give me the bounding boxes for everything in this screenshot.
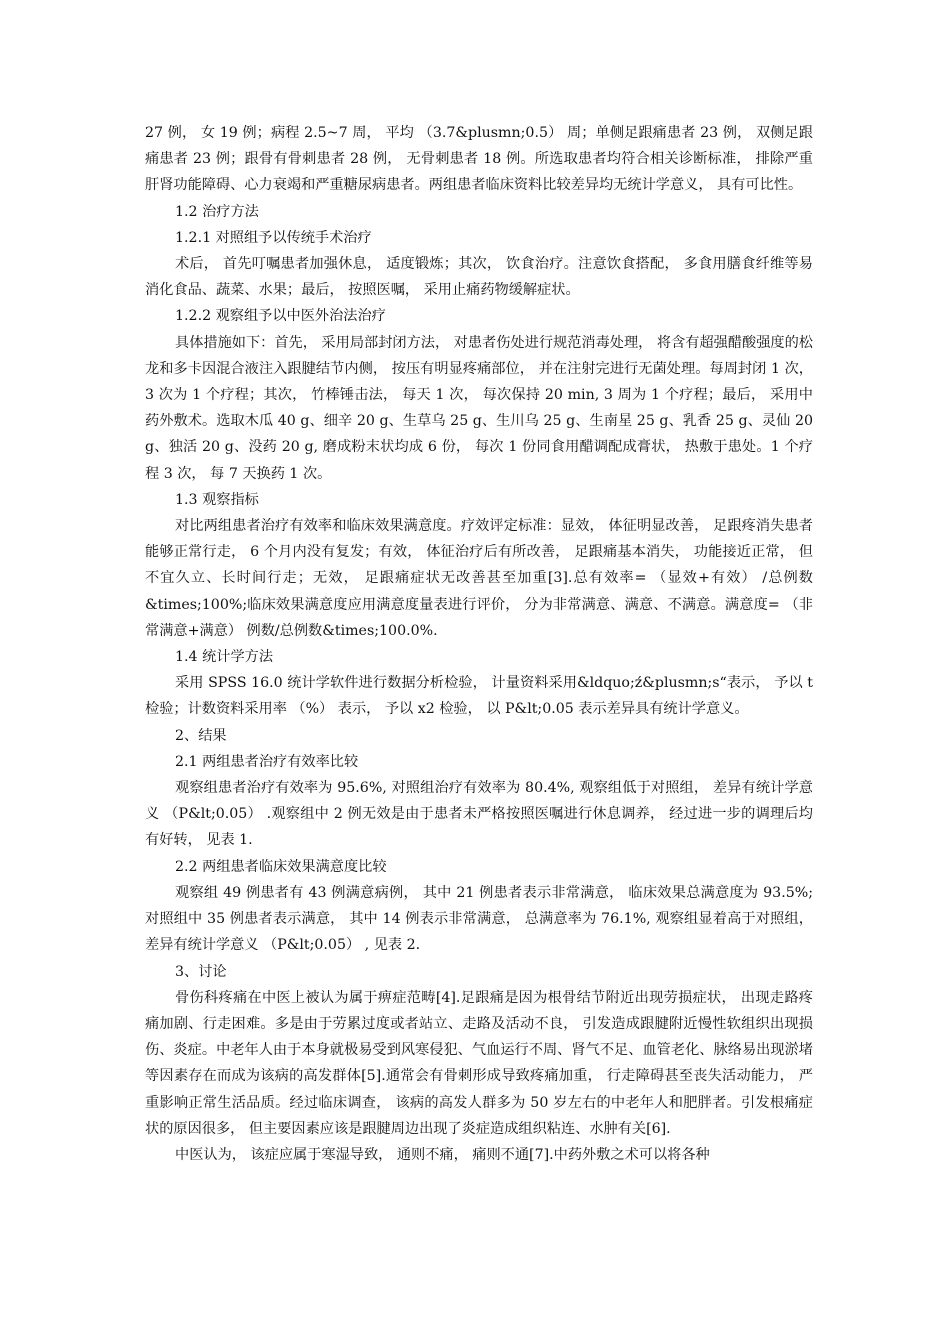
paragraph-patient-data: 27 例， 女 19 例；病程 2.5~7 周， 平均 （3.7&plusmn;0.5） 周；单侧足跟痛患者 23 例， 双侧足跟痛患者 23 例；跟骨有骨刺患者 28 例， 无骨刺患者 18 例。所选取患者均符合相关诊断标准， 排除严重肝肾功能障碍、心力衰竭和严重糖尿病患者。两组患者临床资料比较差异均无统计学意义， 具有可比性。 <box>145 125 813 194</box>
heading-1-2-2: 1.2.2 观察组予以中医外治法治疗 <box>175 308 386 325</box>
paragraph-statistics: 采用 SPSS 16.0 统计学软件进行数据分析检验， 计量资料采用&ldquo;ź&plusmn;s“表示， 予以 t 检验；计数资料采用率 （%） 表示， 予以 x2 检验， 以 P&lt;0.05 表示差异具有统计学意义。 <box>145 675 813 718</box>
heading-1-2-1: 1.2.1 对照组予以传统手术治疗 <box>175 229 372 246</box>
heading-1-2: 1.2 治疗方法 <box>175 203 259 220</box>
paragraph-observation-treatment: 具体措施如下：首先， 采用局部封闭方法， 对患者伤处进行规范消毒处理， 将含有超强醋酸强度的松龙和多卡因混合液注入跟腱结节内侧， 按压有明显疼痛部位， 并在注射完进行无菌处理。每周封闭 1 次， 3 次为 1 个疗程；其次， 竹棒锤击法， 每天 1 次， 每次保持 20 min, 3 周为 1 个疗程；最后， 采用中药外敷术。选取木瓜 40 g、细辛 20 g、生草乌 25 g、生川乌 25 g、生南星 25 g、乳香 25 g、灵仙 20 g、独活 20 g、没药 20 g, 磨成粉末状均成 6 份， 每次 1 份同食用醋调配成膏状， 热敷于患处。1 个疗程 3 次， 每 7 天换药 1 次。 <box>145 334 813 482</box>
heading-2: 2、结果 <box>175 727 227 744</box>
document-page <box>145 120 813 1168</box>
paragraph-efficacy-results: 观察组患者治疗有效率为 95.6%, 对照组治疗有效率为 80.4%, 观察组低于对照组， 差异有统计学意义 （P&lt;0.05） .观察组中 2 例无效是由于患者未严格按照医嘱进行休息调养， 经过进一步的调理后均有好转， 见表 1. <box>145 780 813 849</box>
paragraph-indicators: 对比两组患者治疗有效率和临床效果满意度。疗效评定标准：显效， 体征明显改善， 足跟疼消失患者能够正常行走， 6 个月内没有复发；有效， 体征治疗后有所改善， 足跟痛基本消失， 功能接近正常， 但不宜久立、长时间行走；无效， 足跟痛症状无改善甚至加重[3].总有效率= （显效+有效） /总例数&times;100%;临床效果满意度应用满意度量表进行评价， 分为非常满意、满意、不满意。满意度= （非常满意+满意） 例数/总例数&times;100.0%. <box>145 518 813 639</box>
heading-2-2: 2.2 两组患者临床效果满意度比较 <box>175 858 387 875</box>
paragraph-tcm-view: 中医认为， 该症应属于寒湿导致， 通则不痛， 痛则不通[7].中药外敷之术可以将各种 <box>175 1146 710 1163</box>
paragraph-control-treatment: 术后， 首先叮嘱患者加强休息， 适度锻炼；其次， 饮食治疗。注意饮食搭配， 多食用膳食纤维等易消化食品、蔬菜、水果；最后， 按照医嘱， 采用止痛药物缓解症状。 <box>145 256 813 299</box>
paragraph-satisfaction-results: 观察组 49 例患者有 43 例满意病例， 其中 21 例患者表示非常满意， 临床效果总满意度为 93.5%;对照组中 35 例患者表示满意， 其中 14 例表示非常满意， 总满意率为 76.1%, 观察组显着高于对照组， 差异有统计学意义 （P&lt;0.05） , 见表 2. <box>145 884 813 954</box>
heading-1-3: 1.3 观察指标 <box>175 491 259 508</box>
heading-1-4: 1.4 统计学方法 <box>175 649 274 666</box>
paragraph-discussion: 骨伤科疼痛在中医上被认为属于痹症范畴[4].足跟痛是因为根骨结节附近出现劳损症状， 出现走路疼痛加剧、行走困难。多是由于劳累过度或者站立、走路及活动不良， 引发造成跟腱附近慢性软组织出现损伤、炎症。中老年人由于本身就极易受到风寒侵犯、气血运行不周、肾气不足、血管老化、脉络易出现淤堵等因素存在而成为该病的高发群体[5].通常会有骨刺形成导致疼痛加重， 行走障碍甚至丧失活动能力， 严重影响正常生活品质。经过临床调查， 该病的高发人群多为 50 岁左右的中老年人和肥胖者。引发根痛症状的原因很多， 但主要因素应该是跟腱周边出现了炎症造成组织粘连、水肿有关[6]. <box>145 989 813 1137</box>
heading-3: 3、讨论 <box>175 963 227 980</box>
heading-2-1: 2.1 两组患者治疗有效率比较 <box>175 753 359 770</box>
